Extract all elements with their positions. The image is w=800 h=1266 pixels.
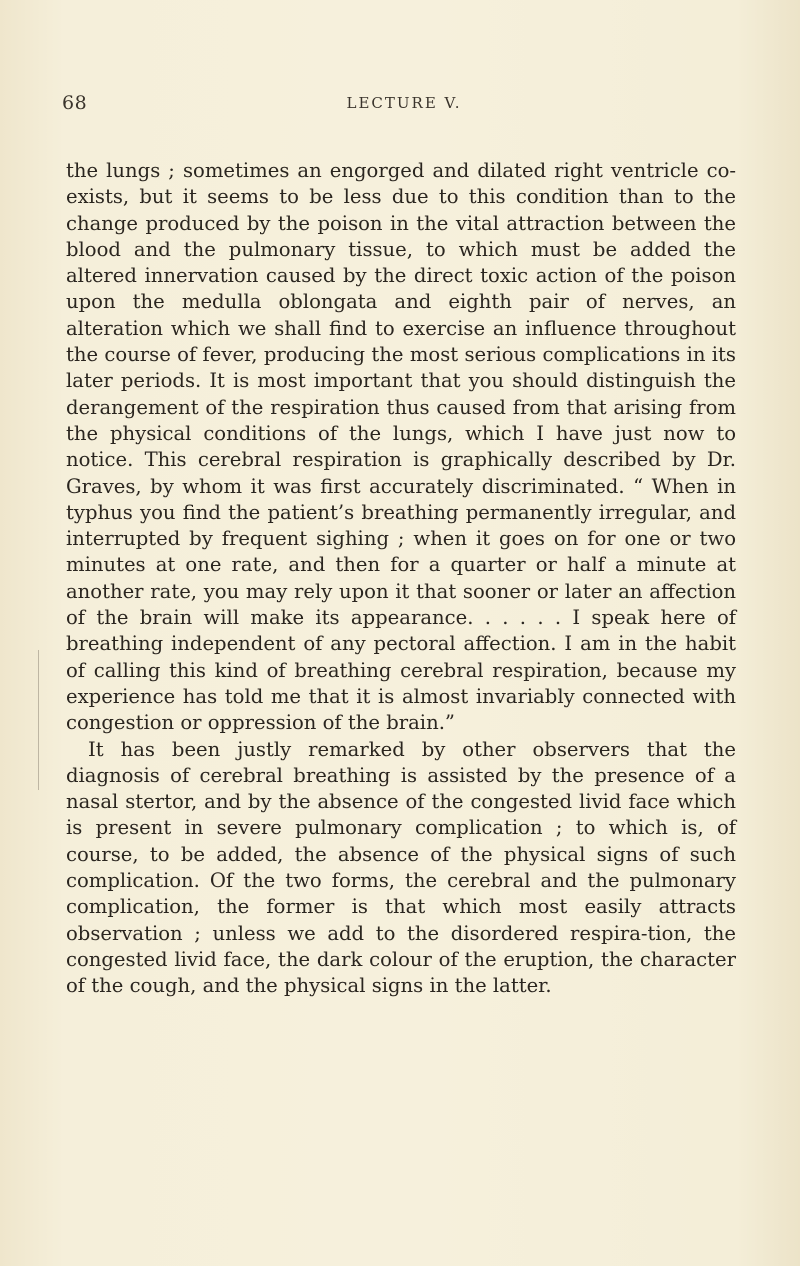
- page-number: 68: [62, 92, 88, 114]
- running-head: [62, 92, 746, 122]
- paragraph: It has been justly remarked by other observers that the diagnosis of cerebral breathing is assisted by the presence of a nasal stertor, and by the absence of the congested livid face which is present in severe pulmonary complication ; to which is, of course, to be added, the absence of the physical signs of such complication. Of the two forms, the cerebral and the pulmonary complication, the former is that which most easily attracts observation ; unless we add to the disordered respira-tion, the congested livid face, the dark colour of the eruption, the character of the cough, and the physical signs in the latter.: [66, 737, 736, 998]
- body-text: [66, 158, 736, 1000]
- margin-pencil-mark: [38, 650, 39, 790]
- running-title: LECTURE V.: [346, 94, 462, 112]
- paragraph: the lungs ; sometimes an engorged and dilated right ventricle co-exists, but it seems to be less due to this condition than to the change produced by the poison in the vital attraction between the blood and the pulmonary tissue, to which must be added the altered innervation caused by the direct toxic action of the poison upon the medulla oblongata and eighth pair of nerves, an alteration which we shall find to exercise an influence throughout the course of fever, producing the most serious complications in its later periods. It is most important that you should distinguish the derangement of the respiration thus caused from that arising from the physical conditions of the lungs, which I have just now to notice. This cerebral respiration is graphically described by Dr. Graves, by whom it was first accurately discriminated. “ When in typhus you find the patient’s breathing permanently irregular, and interrupted by frequent sighing ; when it goes on for one or two minutes at one rate, and then for a quarter or half a minute at another rate, you may rely upon it that sooner or later an affection of the brain will make its appearance. . . . . . I speak here of breathing independent of any pectoral affection. I am in the habit of calling this kind of breathing cerebral respiration, because my experience has told me that it is almost invariably connected with congestion or oppression of the brain.”: [66, 159, 736, 735]
